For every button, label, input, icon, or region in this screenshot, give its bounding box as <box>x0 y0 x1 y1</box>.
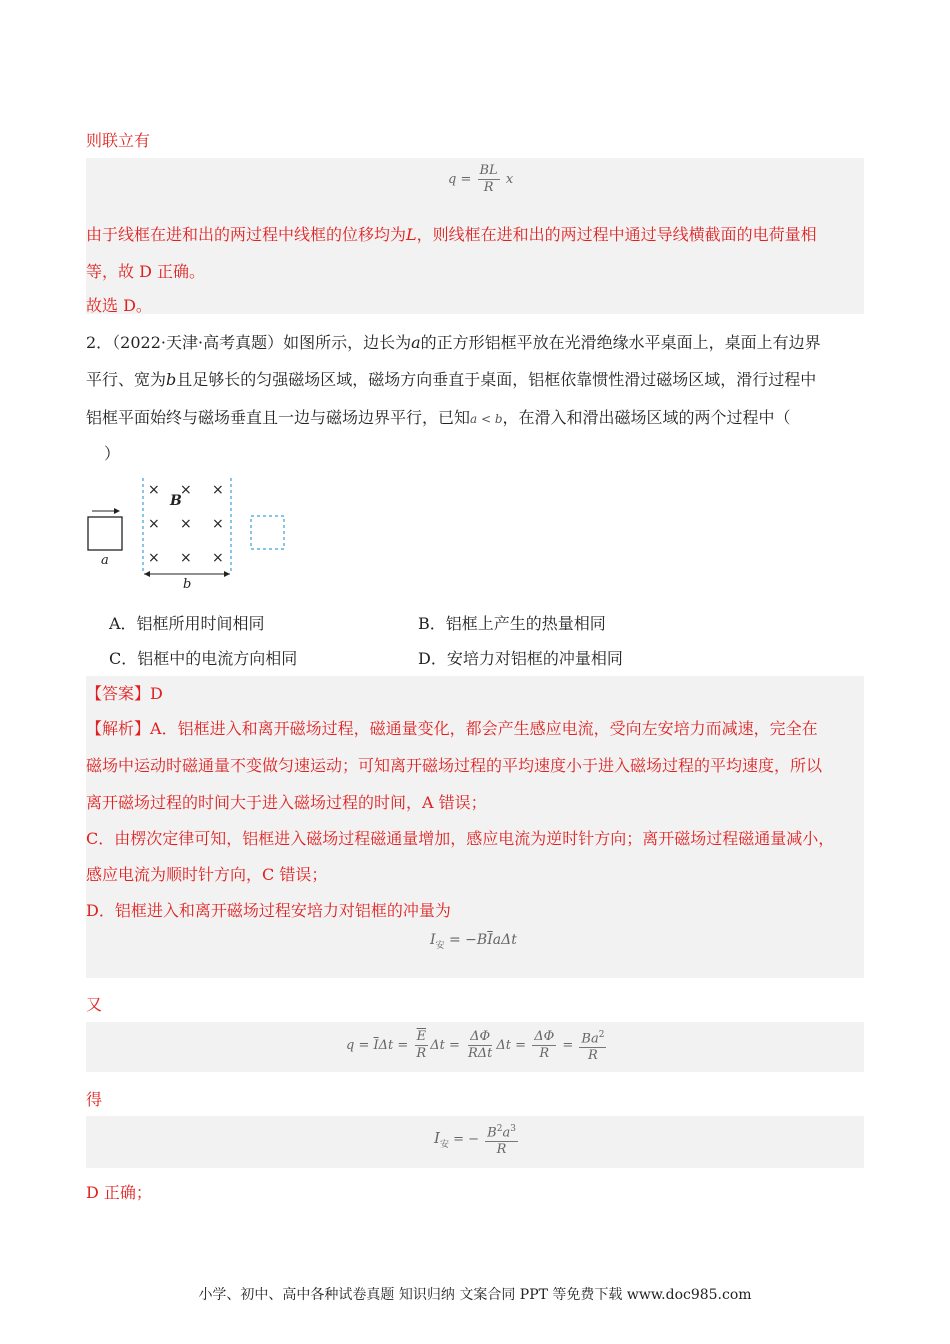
formula-part: q = <box>448 172 472 187</box>
formula-part: = − <box>453 1132 480 1148</box>
option-a[interactable]: A．铝框所用时间相同 <box>109 614 265 633</box>
fraction <box>532 1029 556 1062</box>
field-cross: × <box>148 550 160 566</box>
variable: a <box>411 333 421 352</box>
formula-part: Δt = <box>496 1038 527 1054</box>
question-line <box>86 330 821 353</box>
numerator: ΔΦ <box>534 1029 555 1045</box>
superscript: 2 <box>496 1124 503 1134</box>
answer-label: 【答案】D <box>86 684 163 703</box>
text-line <box>86 222 817 245</box>
formula-part: aΔt <box>492 932 517 948</box>
text-line: 得 <box>86 1090 103 1109</box>
field-cross: × <box>212 516 224 532</box>
formula-part: x <box>505 172 514 187</box>
formula-part: $\overline{I}$ <box>487 932 493 948</box>
text-span: 由于线框在进和出的两过程中线框的位移均为 <box>86 225 407 244</box>
fraction <box>466 1029 494 1062</box>
text-line: 等，故 D 正确。 <box>86 262 206 281</box>
fraction <box>414 1029 428 1062</box>
denominator: R <box>539 1046 550 1062</box>
subscript: 安 <box>439 1139 449 1150</box>
fraction <box>485 1121 518 1158</box>
label-a: a <box>101 553 109 568</box>
formula-part: q = <box>346 1038 370 1054</box>
label-B: B <box>170 493 182 509</box>
option-b[interactable]: B．铝框上产生的热量相同 <box>418 614 606 633</box>
superscript: 3 <box>510 1124 516 1134</box>
numerator: Ba <box>581 1031 599 1047</box>
question-line <box>86 405 791 428</box>
page-footer: 小学、初中、高中各种试卷真题 知识归纳 文案合同 PPT 等免费下载 www.doc985.com <box>198 1287 752 1303</box>
moving-square <box>88 508 122 550</box>
fraction <box>478 163 500 196</box>
field-cross: × <box>148 516 160 532</box>
text-line: 故选 D。 <box>86 296 152 315</box>
question-line <box>86 367 816 390</box>
numerator: a <box>502 1125 511 1141</box>
numerator: $\overline{E}$ <box>416 1029 427 1045</box>
formula-part: Δt = <box>430 1038 460 1054</box>
denominator: R <box>496 1142 507 1158</box>
text-line: 则联立有 <box>86 131 151 150</box>
variable: L <box>406 225 417 244</box>
analysis-line: D．铝框进入和离开磁场过程安培力对铝框的冲量为 <box>86 901 451 920</box>
analysis-line <box>86 716 818 739</box>
option-c[interactable]: C．铝框中的电流方向相同 <box>109 649 298 668</box>
text-span: 铝框平面始终与磁场垂直且一边与磁场边界平行，已知 <box>86 408 471 427</box>
numerator: BL <box>479 163 498 178</box>
denominator: R <box>483 180 494 195</box>
analysis-line: 离开磁场过程的时间大于进入磁场过程的时间，A 错误； <box>86 793 487 812</box>
numerator: ΔΦ <box>470 1029 491 1045</box>
analysis-line: C．由楞次定律可知，铝框进入磁场过程磁通量增加，感应电流为逆时针方向；离开磁场过程磁通量减小， <box>86 829 835 848</box>
text-span: 的正方形铝框平放在光滑绝缘水平桌面上，桌面上有边界 <box>420 333 821 352</box>
denominator: R <box>588 1048 598 1064</box>
superscript: 2 <box>598 1030 605 1040</box>
exiting-square <box>251 516 284 549</box>
formula-impulse <box>430 932 517 951</box>
formula-part: = <box>562 1038 574 1054</box>
formula-part: Δt = <box>378 1038 409 1054</box>
magnetic-field-figure <box>86 478 296 590</box>
field-cross: × <box>180 516 192 532</box>
formula-impulse-result <box>434 1121 520 1158</box>
denominator: R <box>416 1046 427 1062</box>
text-span: 平行、宽为 <box>86 370 167 389</box>
fraction <box>579 1027 606 1064</box>
text-line: 又 <box>86 995 103 1014</box>
formula-part: $\overline{I}$ <box>373 1038 379 1054</box>
formula-part: I <box>434 1129 440 1148</box>
text-span: A．铝框进入和离开磁场过程，磁通量变化，都会产生感应电流，受向左安培力而减速，完全在 <box>150 719 818 738</box>
field-cross: × <box>180 482 192 498</box>
formula-part: I <box>430 932 436 948</box>
field-cross: × <box>212 550 224 566</box>
field-cross: × <box>148 482 160 498</box>
variable: b <box>166 370 177 389</box>
formula-part: = −B <box>449 932 488 948</box>
analysis-tag: 【解析】 <box>86 719 151 738</box>
text-span: ，则线框在进和出的两过程中通过导线横截面的电荷量相 <box>416 225 817 244</box>
field-cross: × <box>212 482 224 498</box>
analysis-line: 感应电流为顺时针方向，C 错误； <box>86 865 328 884</box>
text-span: 且足够长的匀强磁场区域，磁场方向垂直于桌面，铝框依靠惯性滑过磁场区域，滑行过程中 <box>176 370 817 389</box>
analysis-line: 磁场中运动时磁通量不变做匀速运动；可知离开磁场过程的平均速度小于进入磁场过程的平均速度，所以 <box>86 756 823 775</box>
subscript: 安 <box>435 940 445 951</box>
text-span: ，在滑入和滑出磁场区域的两个过程中（ <box>502 408 791 427</box>
condition: a < b <box>470 412 503 426</box>
formula-charge-chain <box>346 1027 608 1064</box>
numerator: B <box>487 1125 497 1141</box>
label-b: b <box>183 577 192 590</box>
text-span: 2．（2022·天津·高考真题）如图所示，边长为 <box>86 333 412 352</box>
text-line: D 正确； <box>86 1183 152 1202</box>
formula-charge <box>448 163 513 196</box>
denominator: RΔt <box>468 1046 493 1062</box>
question-line: ） <box>104 444 121 463</box>
option-d[interactable]: D．安培力对铝框的冲量相同 <box>418 649 623 668</box>
field-cross: × <box>180 550 192 566</box>
